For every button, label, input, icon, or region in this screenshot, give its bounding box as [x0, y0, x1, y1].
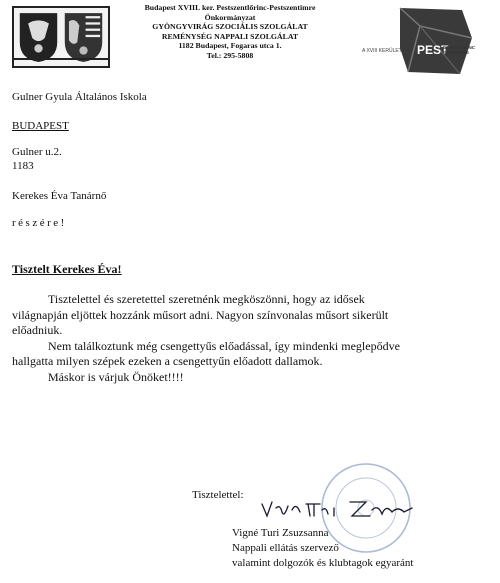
body-line: előadniuk.	[12, 323, 63, 338]
recipient-person: Kerekes Éva Tanárnő	[12, 190, 107, 202]
org-line: GYÖNGYVIRÁG SZOCIÁLIS SZOLGÁLAT	[152, 22, 308, 32]
signatory-title: Nappali ellátás szervező	[232, 542, 339, 554]
org-line: REMÉNYSÉG NAPPALI SZOLGÁLAT	[161, 31, 299, 41]
handwritten-signature	[258, 494, 418, 524]
signatory-name: Vigné Turi Zsuzsanna	[232, 527, 329, 539]
recipient-zip: 1183	[12, 160, 34, 172]
logo-subtitle	[443, 45, 475, 55]
org-line: 1182 Budapest, Fogaras utca 1.	[178, 41, 282, 51]
recipient-street: Gulner u.2.	[12, 146, 62, 158]
body-line: világnapján eljöttek hozzánk műsort adni. Nagyon színvonalas műsort sikerült	[12, 307, 389, 322]
body-line: hallgatta milyen szépek ezeken a csengettyűn előadott dallamok.	[12, 354, 323, 369]
logo-word: PEST	[417, 43, 449, 57]
signatory-group: valamint dolgozók és klubtagok egyaránt	[232, 557, 414, 569]
left-shield-icon	[17, 11, 60, 63]
pest-district-logo-icon	[360, 4, 478, 76]
closing-regards: Tisztelettel:	[192, 489, 244, 501]
organization-header	[125, 3, 335, 61]
org-line: Budapest XVIII. ker. Pestszentlőrinc-Pestszentimre	[144, 3, 316, 12]
recipient-city: BUDAPEST	[12, 120, 69, 132]
logo-banner	[14, 58, 108, 70]
body-line: Nem találkoztunk még csengettyűs előadással, így mindenki meglepődve	[48, 338, 400, 353]
salutation: Tisztelt Kerekes Éva!	[12, 262, 122, 276]
letter-body	[12, 292, 488, 386]
recipient-school: Gulner Gyula Általános Iskola	[12, 91, 147, 103]
logo-tagline: A XVIII KERÜLET	[362, 48, 402, 54]
logo-sub-line: SZENTLŐRINC	[443, 45, 475, 50]
org-line: Tel.: 295-5808	[206, 50, 254, 60]
recipient-attention: részére!	[12, 217, 67, 229]
right-shield-icon	[62, 11, 105, 63]
org-line: Önkormányzat	[204, 12, 256, 22]
logo-sub-line: SZENTIMRE	[443, 50, 470, 55]
body-line: Tisztelettel és szeretettel szeretnénk megköszönni, hogy az idősek	[48, 292, 365, 306]
body-line: Máskor is várjuk Önöket!!!!	[48, 369, 184, 384]
